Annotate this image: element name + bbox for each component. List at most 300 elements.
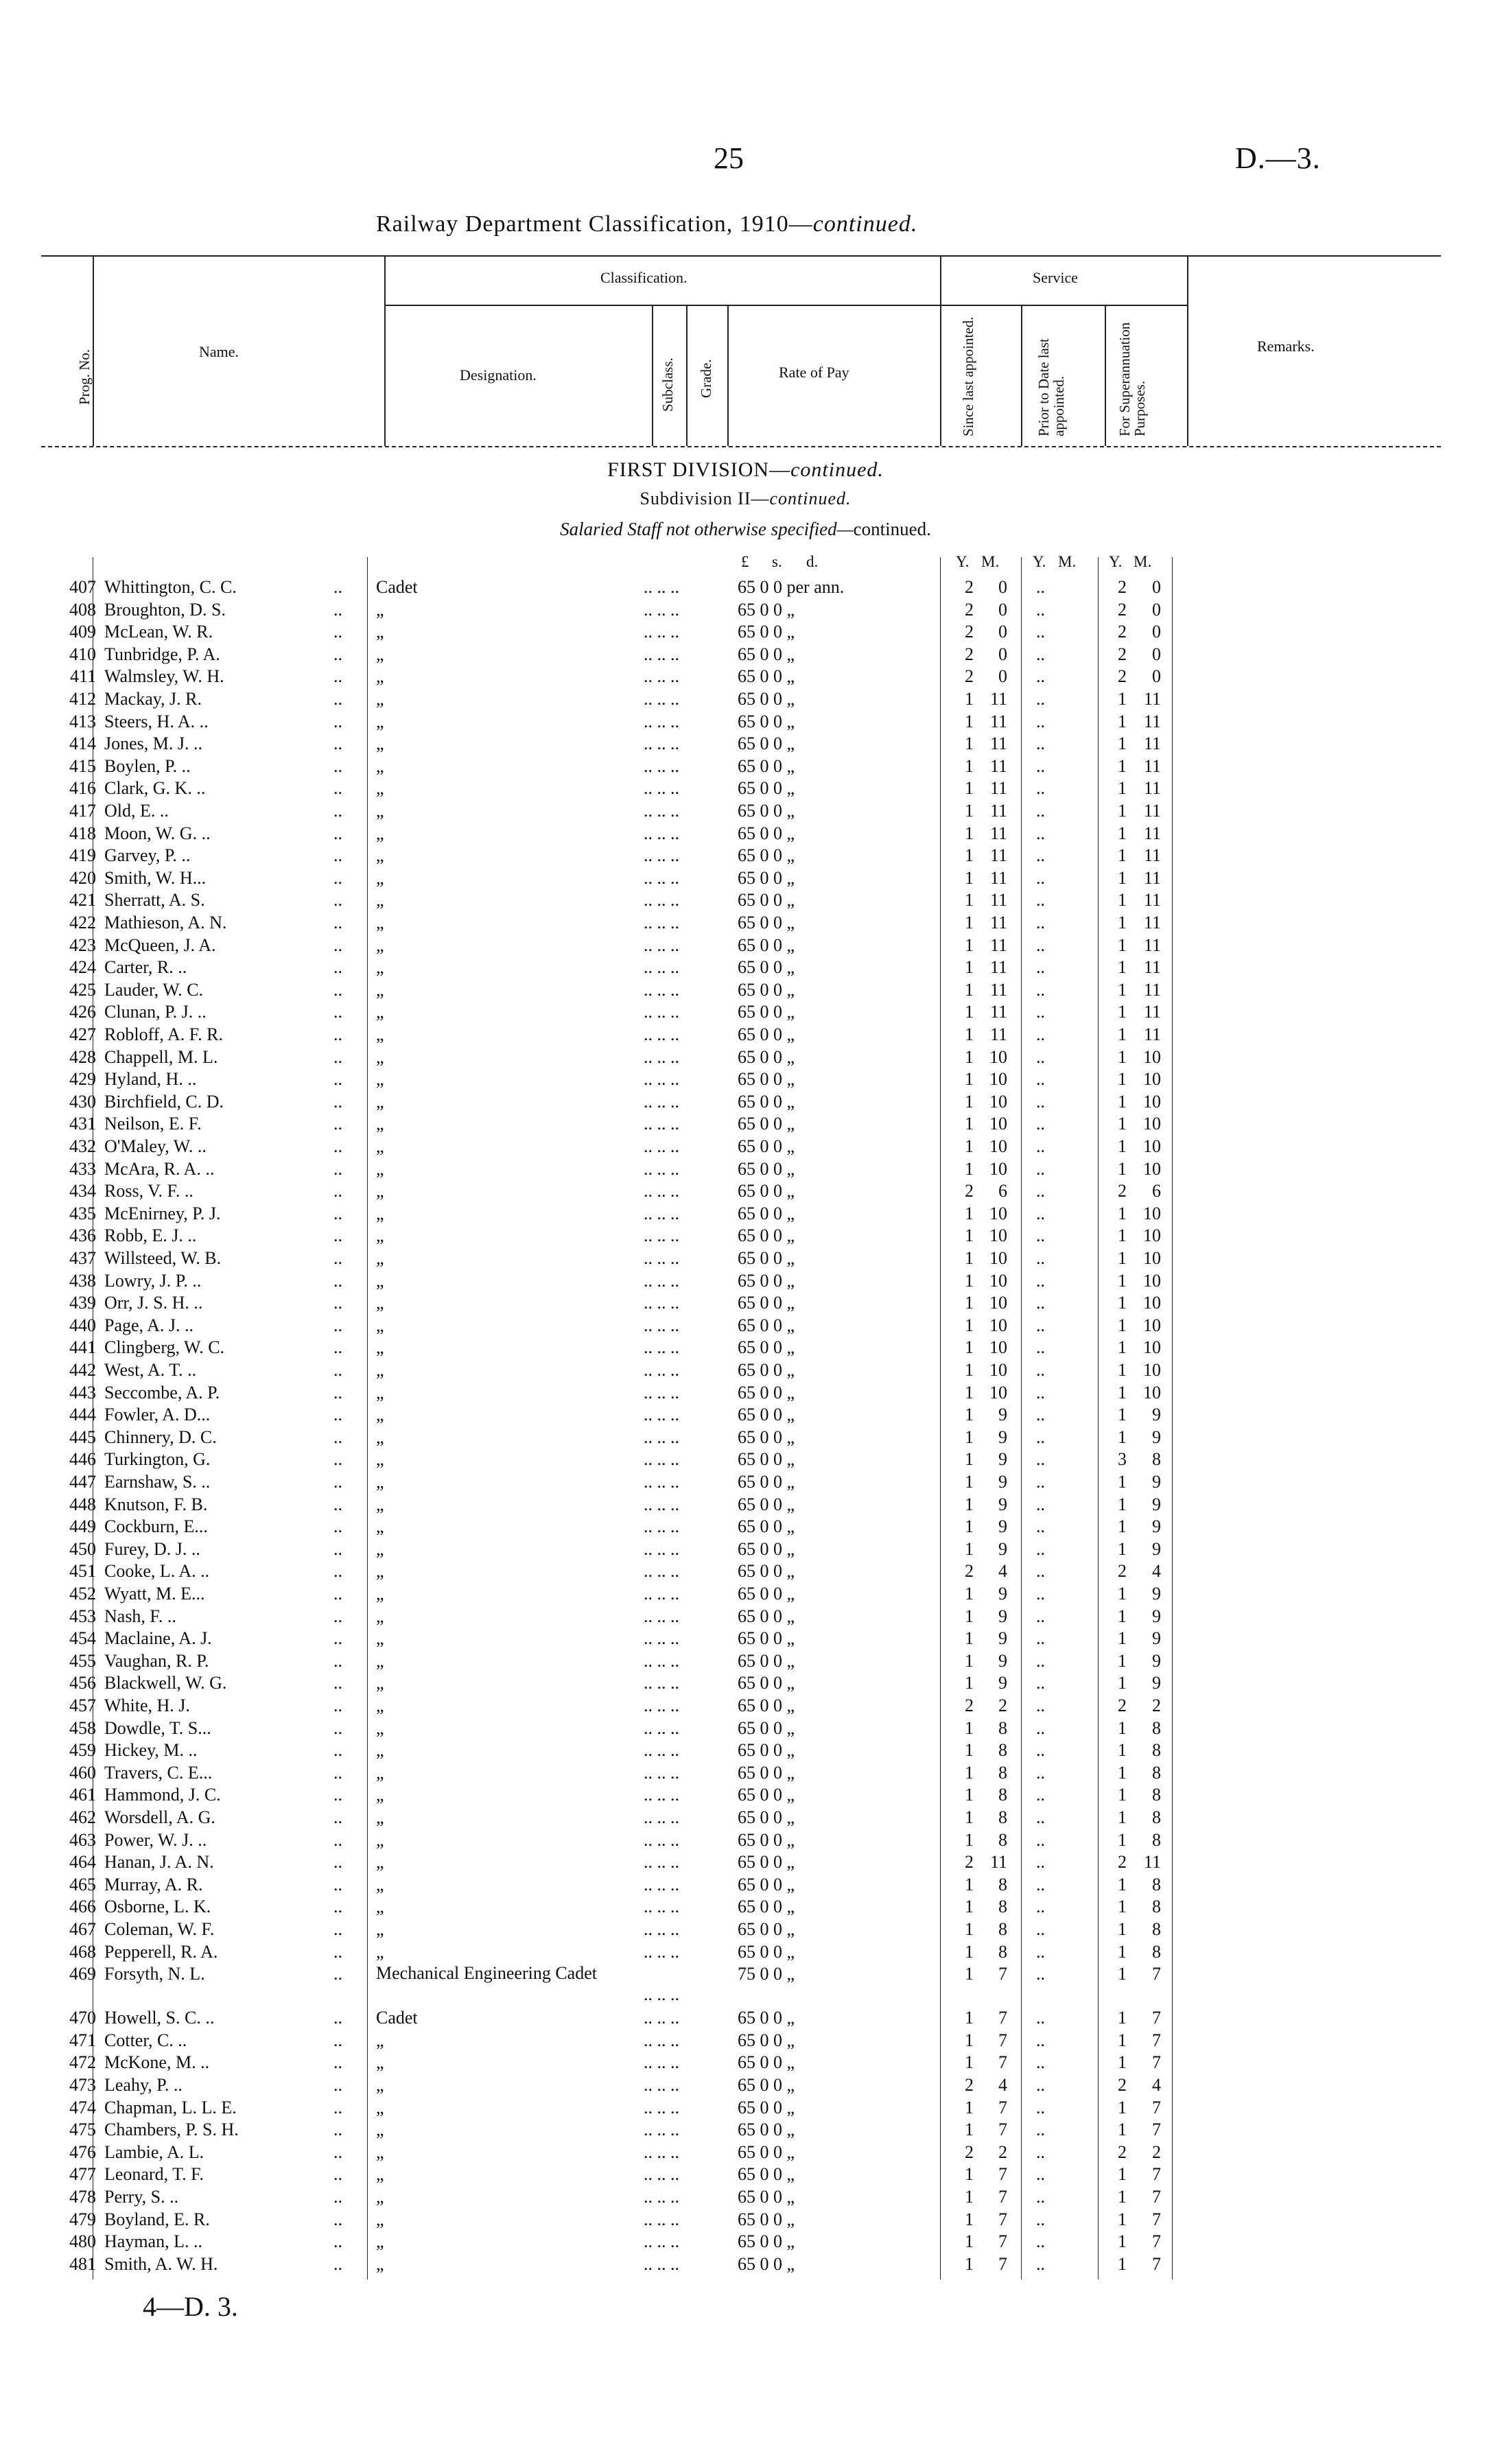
super-months: 0 xyxy=(1152,622,1161,642)
table-row xyxy=(0,1225,1491,1247)
leader-dots: .. .. .. xyxy=(644,2253,679,2274)
staff-name: Turkington, G. xyxy=(104,1449,211,1470)
designation: „ xyxy=(376,2253,384,2274)
super-years: 1 xyxy=(1118,845,1127,866)
staff-name: Sherratt, A. S. xyxy=(104,890,205,911)
leader-dots: .. xyxy=(333,2142,342,2162)
table-row xyxy=(0,1068,1491,1090)
since-months: 10 xyxy=(989,1203,1007,1223)
since-years: 1 xyxy=(965,2120,974,2140)
since-months: 4 xyxy=(998,1561,1007,1582)
since-years: 1 xyxy=(965,1538,974,1559)
staff-name: Moon, W. G. .. xyxy=(104,823,211,843)
prog-number: 466 xyxy=(69,1897,96,1917)
since-months: 10 xyxy=(989,1114,1007,1134)
rate-of-pay: 65 0 0 „ xyxy=(738,711,795,731)
designation: „ xyxy=(376,2052,384,2073)
designation: „ xyxy=(376,1181,384,1201)
super-years: 1 xyxy=(1118,689,1127,709)
designation: „ xyxy=(376,1002,384,1022)
designation: „ xyxy=(376,666,384,687)
footer-signature: 4—D. 3. xyxy=(143,2291,238,2322)
super-years: 1 xyxy=(1118,1717,1127,1738)
leader-dots: .. xyxy=(333,2097,342,2117)
since-months: 11 xyxy=(989,734,1007,754)
designation: „ xyxy=(376,979,384,1000)
leader-dots: .. .. .. xyxy=(644,867,679,888)
since-months: 10 xyxy=(989,1136,1007,1156)
table-row xyxy=(0,1270,1491,1292)
prog-number: 432 xyxy=(69,1136,96,1156)
leader-dots: .. .. .. xyxy=(644,1941,679,1962)
rate-of-pay: 65 0 0 per ann. xyxy=(738,577,845,597)
designation: „ xyxy=(376,1673,384,1693)
super-years: 1 xyxy=(1118,2097,1127,2117)
prior-date-placeholder: .. xyxy=(1036,2209,1045,2229)
leader-dots: .. xyxy=(333,979,342,1000)
staff-name: Vaughan, R. P. xyxy=(104,1650,209,1671)
leader-dots: .. xyxy=(333,689,342,709)
since-years: 1 xyxy=(965,1382,974,1403)
super-months: 9 xyxy=(1152,1494,1161,1514)
designation: „ xyxy=(376,1762,384,1783)
leader-dots: .. xyxy=(333,2030,342,2050)
super-years: 2 xyxy=(1118,1561,1127,1582)
super-months: 10 xyxy=(1143,1382,1161,1403)
since-years: 1 xyxy=(965,1740,974,1761)
super-months: 11 xyxy=(1143,755,1161,776)
designation: „ xyxy=(376,2209,384,2229)
super-years: 1 xyxy=(1118,1584,1127,1604)
super-years: 1 xyxy=(1118,1337,1127,1358)
designation: „ xyxy=(376,1516,384,1537)
prog-number: 430 xyxy=(69,1091,96,1112)
col-subclass-header: Subclass. xyxy=(659,357,676,412)
super-years: 2 xyxy=(1118,622,1127,642)
since-months: 11 xyxy=(989,957,1007,978)
leader-dots: .. .. .. xyxy=(644,2075,679,2095)
leader-dots: .. .. .. xyxy=(644,711,679,731)
since-months: 7 xyxy=(998,2120,1007,2140)
table-row xyxy=(0,1739,1491,1761)
since-months: 10 xyxy=(989,1158,1007,1179)
leader-dots: .. .. .. xyxy=(644,1136,679,1156)
rate-of-pay: 65 0 0 „ xyxy=(738,1538,795,1559)
rate-of-pay: 65 0 0 „ xyxy=(738,1270,795,1291)
since-years: 1 xyxy=(965,1941,974,1962)
since-months: 8 xyxy=(998,1740,1007,1761)
leader-dots: .. xyxy=(333,666,342,687)
since-months: 9 xyxy=(998,1427,1007,1447)
super-months: 10 xyxy=(1143,1158,1161,1179)
prog-number: 414 xyxy=(69,734,96,754)
super-months: 11 xyxy=(1143,711,1161,731)
super-years: 1 xyxy=(1118,734,1127,754)
super-years: 1 xyxy=(1118,801,1127,821)
leader-dots: .. .. .. xyxy=(644,1405,679,1425)
prior-date-placeholder: .. xyxy=(1036,1785,1045,1805)
prior-date-placeholder: .. xyxy=(1036,913,1045,932)
table-row xyxy=(0,2074,1491,2096)
super-months: 9 xyxy=(1152,1650,1161,1671)
designation: „ xyxy=(376,1561,384,1582)
prior-date-placeholder: .. xyxy=(1036,1405,1045,1425)
super-months: 8 xyxy=(1152,1941,1161,1962)
leader-dots: .. .. .. xyxy=(644,1315,679,1335)
since-years: 1 xyxy=(965,1494,974,1514)
staff-name: Forsyth, N. L. xyxy=(104,1964,205,1984)
designation: „ xyxy=(376,1538,384,1559)
super-years: 1 xyxy=(1118,1897,1127,1917)
prog-number: 425 xyxy=(69,979,96,1000)
leader-dots: .. .. .. xyxy=(644,2231,679,2252)
staff-name: Chapman, L. L. E. xyxy=(104,2097,237,2117)
prog-number: 469 xyxy=(69,1964,96,1984)
super-months: 0 xyxy=(1152,644,1161,664)
unit-shillings: s. xyxy=(772,553,782,570)
staff-name: Steers, H. A. .. xyxy=(104,711,209,731)
leader-dots: .. .. .. xyxy=(644,890,679,911)
leader-dots: .. .. .. xyxy=(644,1046,679,1067)
leader-dots: .. .. .. xyxy=(644,1002,679,1022)
prog-number: 441 xyxy=(69,1337,96,1358)
super-years: 1 xyxy=(1118,2253,1127,2274)
prog-number: 481 xyxy=(69,2253,96,2274)
leader-dots: .. xyxy=(333,823,342,843)
prog-number: 410 xyxy=(69,644,96,664)
subclass-col-rule xyxy=(652,305,653,446)
table-row xyxy=(0,1672,1491,1694)
leader-dots: .. xyxy=(333,1807,342,1827)
division-label: FIRST DIVISION— xyxy=(607,458,791,481)
since-years: 1 xyxy=(965,1360,974,1380)
super-months: 8 xyxy=(1152,1717,1161,1738)
rate-of-pay: 65 0 0 „ xyxy=(738,1449,795,1470)
leader-dots: .. .. .. xyxy=(644,1158,679,1179)
since-months: 10 xyxy=(989,1293,1007,1313)
table-row xyxy=(0,1538,1491,1560)
designation: „ xyxy=(376,823,384,843)
prog-number: 415 xyxy=(69,755,96,776)
table-row xyxy=(0,845,1491,867)
super-months: 2 xyxy=(1152,1696,1161,1715)
prog-number: 455 xyxy=(69,1650,96,1671)
staff-name: Robloff, A. F. R. xyxy=(104,1024,223,1044)
header-bottom-rule xyxy=(41,446,1441,447)
since-years: 1 xyxy=(965,1248,974,1268)
staff-name: Whittington, C. C. xyxy=(104,577,237,597)
rate-of-pay: 65 0 0 „ xyxy=(738,1494,795,1514)
rate-of-pay: 65 0 0 „ xyxy=(738,1762,795,1783)
rate-of-pay: 65 0 0 „ xyxy=(738,1136,795,1156)
table-row xyxy=(0,2007,1491,2029)
prog-number: 407 xyxy=(69,577,96,597)
leader-dots: .. xyxy=(333,957,342,978)
super-months: 11 xyxy=(1143,823,1161,843)
super-years: 1 xyxy=(1118,1829,1127,1850)
super-years: 1 xyxy=(1118,778,1127,799)
table-row xyxy=(0,1247,1491,1269)
staff-name: McLean, W. R. xyxy=(104,622,213,642)
since-months: 9 xyxy=(998,1606,1007,1626)
leader-dots: .. .. .. xyxy=(644,1897,679,1917)
leader-dots: .. xyxy=(333,2209,342,2229)
prior-date-placeholder: .. xyxy=(1036,867,1045,888)
leader-dots: .. .. .. xyxy=(644,1248,679,1268)
leader-dots: .. xyxy=(333,1762,342,1783)
table-row xyxy=(0,1717,1491,1739)
table-row xyxy=(0,823,1491,845)
super-years: 1 xyxy=(1118,935,1127,955)
table-row xyxy=(0,1628,1491,1650)
since-years: 1 xyxy=(965,1158,974,1179)
since-months: 10 xyxy=(989,1315,1007,1335)
super-years: 1 xyxy=(1118,890,1127,911)
since-years: 1 xyxy=(965,1136,974,1156)
leader-dots: .. .. .. xyxy=(644,1181,679,1201)
staff-name: Cooke, L. A. .. xyxy=(104,1561,210,1582)
table-row xyxy=(0,1359,1491,1381)
since-months: 10 xyxy=(989,1337,1007,1358)
staff-name: McQueen, J. A. xyxy=(104,935,216,955)
prior-date-placeholder: .. xyxy=(1036,1427,1045,1447)
leader-dots: .. .. .. xyxy=(644,755,679,776)
designation: „ xyxy=(376,867,384,888)
leader-dots: .. .. .. xyxy=(644,2209,679,2229)
prior-date-placeholder: .. xyxy=(1036,1382,1045,1403)
since-months: 7 xyxy=(998,2008,1007,2028)
rate-of-pay: 65 0 0 „ xyxy=(738,1293,795,1313)
staff-name: Howell, S. C. .. xyxy=(104,2008,215,2028)
designation: „ xyxy=(376,622,384,642)
prog-number: 429 xyxy=(69,1069,96,1090)
designation: „ xyxy=(376,957,384,978)
super-months: 9 xyxy=(1152,1538,1161,1559)
since-months: 0 xyxy=(998,577,1007,597)
rate-of-pay: 65 0 0 „ xyxy=(738,755,795,776)
designation: „ xyxy=(376,2097,384,2117)
since-years: 1 xyxy=(965,2097,974,2117)
prog-number: 442 xyxy=(69,1360,96,1380)
leader-dots: .. .. .. xyxy=(644,1091,679,1112)
staff-name: Hayman, L. .. xyxy=(104,2231,202,2252)
super-months: 8 xyxy=(1152,1919,1161,1939)
super-months: 8 xyxy=(1152,1785,1161,1805)
designation: „ xyxy=(376,1717,384,1738)
leader-dots: .. xyxy=(333,1538,342,1559)
super-months: 7 xyxy=(1152,2097,1161,2117)
designation: „ xyxy=(376,1696,384,1715)
grade-col-rule xyxy=(686,305,688,446)
rate-of-pay: 65 0 0 „ xyxy=(738,801,795,821)
designation: „ xyxy=(376,1584,384,1604)
super-months: 4 xyxy=(1152,2075,1161,2095)
super-months: 7 xyxy=(1152,2253,1161,2274)
leader-dots: .. xyxy=(333,711,342,731)
prior-date-placeholder: .. xyxy=(1036,890,1045,911)
leader-dots: .. .. .. xyxy=(644,845,679,866)
rate-of-pay: 65 0 0 „ xyxy=(738,1829,795,1850)
leader-dots: .. xyxy=(333,644,342,664)
table-row xyxy=(0,1919,1491,1940)
super-months: 9 xyxy=(1152,1516,1161,1537)
table-row xyxy=(0,1404,1491,1426)
staff-name: Blackwell, W. G. xyxy=(104,1673,227,1693)
prior-date-placeholder: .. xyxy=(1036,1516,1045,1537)
super-months: 11 xyxy=(1143,778,1161,799)
leader-dots: .. .. .. xyxy=(644,1494,679,1514)
super-years: 2 xyxy=(1118,1181,1127,1201)
since-years: 1 xyxy=(965,2008,974,2028)
prior-col-rule xyxy=(1021,305,1022,446)
super-years: 1 xyxy=(1118,1248,1127,1268)
super-months: 0 xyxy=(1152,666,1161,687)
super-months: 11 xyxy=(1143,801,1161,821)
table-row xyxy=(0,1292,1491,1314)
table-row xyxy=(0,2052,1491,2074)
table-row xyxy=(0,777,1491,799)
prog-number: 468 xyxy=(69,1941,96,1962)
designation: „ xyxy=(376,711,384,731)
staff-name: Hyland, H. .. xyxy=(104,1069,197,1090)
leader-dots: .. xyxy=(333,1270,342,1291)
col-service-header: Service xyxy=(1033,269,1078,286)
table-row xyxy=(0,957,1491,978)
designation: „ xyxy=(376,1069,384,1090)
since-months: 11 xyxy=(989,1024,1007,1044)
super-months: 9 xyxy=(1152,1405,1161,1425)
designation: „ xyxy=(376,1293,384,1313)
since-months: 10 xyxy=(989,1360,1007,1380)
staff-name: Chinnery, D. C. xyxy=(104,1427,217,1447)
page-title xyxy=(376,211,917,237)
super-years: 1 xyxy=(1118,1270,1127,1291)
since-months: 11 xyxy=(989,913,1007,932)
super-years: 2 xyxy=(1118,1852,1127,1873)
staff-name: Page, A. J. .. xyxy=(104,1315,193,1335)
super-years: 1 xyxy=(1118,2052,1127,2073)
since-months: 7 xyxy=(998,1964,1007,1984)
since-months: 8 xyxy=(998,1874,1007,1894)
leader-dots: .. xyxy=(333,1494,342,1514)
since-months: 9 xyxy=(998,1584,1007,1604)
rate-of-pay: 65 0 0 „ xyxy=(738,1472,795,1492)
leader-dots: .. xyxy=(333,2164,342,2185)
leader-dots: .. xyxy=(333,867,342,888)
since-years: 1 xyxy=(965,1516,974,1537)
since-months: 7 xyxy=(998,2253,1007,2274)
super-months: 10 xyxy=(1143,1315,1161,1335)
super-months: 11 xyxy=(1143,890,1161,911)
designation: Cadet xyxy=(376,577,418,597)
staff-name: Tunbridge, P. A. xyxy=(104,644,220,664)
designation: „ xyxy=(376,2164,384,2185)
since-years: 1 xyxy=(965,1584,974,1604)
rate-of-pay: 65 0 0 „ xyxy=(738,599,795,620)
since-months: 11 xyxy=(989,1852,1007,1873)
rate-of-pay: 65 0 0 „ xyxy=(738,1628,795,1649)
staff-name: Smith, A. W. H. xyxy=(104,2253,218,2274)
since-months: 4 xyxy=(998,2075,1007,2095)
designation: „ xyxy=(376,755,384,776)
super-years: 1 xyxy=(1118,1002,1127,1022)
rate-of-pay: 65 0 0 „ xyxy=(738,2120,795,2140)
since-months: 9 xyxy=(998,1449,1007,1470)
super-months: 11 xyxy=(1143,1002,1161,1022)
designation: „ xyxy=(376,1807,384,1827)
since-years: 1 xyxy=(965,2052,974,2073)
leader-dots: .. xyxy=(333,2075,342,2095)
header-top-rule xyxy=(41,255,1441,257)
rate-of-pay: 65 0 0 „ xyxy=(738,2075,795,2095)
staff-name: Mackay, J. R. xyxy=(104,689,202,709)
super-months: 10 xyxy=(1143,1091,1161,1112)
super-months: 9 xyxy=(1152,1472,1161,1492)
rate-of-pay: 65 0 0 „ xyxy=(738,2231,795,2252)
prog-number: 416 xyxy=(69,778,96,799)
prog-number: 457 xyxy=(69,1696,96,1715)
rate-of-pay: 65 0 0 „ xyxy=(738,1785,795,1805)
rate-of-pay: 65 0 0 „ xyxy=(738,1941,795,1962)
staff-name: Robb, E. J. .. xyxy=(104,1225,197,1246)
super-years: 1 xyxy=(1118,1225,1127,1246)
prog-number: 445 xyxy=(69,1427,96,1447)
rate-of-pay: 65 0 0 „ xyxy=(738,1717,795,1738)
leader-dots: .. xyxy=(333,1472,342,1492)
leader-dots: .. .. .. xyxy=(644,2187,679,2207)
since-years: 1 xyxy=(965,1829,974,1850)
since-months: 0 xyxy=(998,644,1007,664)
leader-dots: .. .. .. xyxy=(644,1360,679,1380)
staff-name: Clark, G. K. .. xyxy=(104,778,206,799)
leader-dots: .. xyxy=(333,1964,342,1984)
super-years: 2 xyxy=(1118,577,1127,597)
designation: „ xyxy=(376,1225,384,1246)
super-months: 9 xyxy=(1152,1673,1161,1693)
since-months: 9 xyxy=(998,1538,1007,1559)
leader-dots: .. xyxy=(333,1785,342,1805)
prior-date-placeholder: .. xyxy=(1036,2187,1045,2207)
staff-name: Nash, F. .. xyxy=(104,1606,176,1626)
since-years: 1 xyxy=(965,734,974,754)
leader-dots: .. .. .. xyxy=(644,1449,679,1470)
leader-dots: .. .. .. xyxy=(644,1852,679,1873)
super-months: 10 xyxy=(1143,1337,1161,1358)
super-months: 11 xyxy=(1143,913,1161,932)
since-months: 8 xyxy=(998,1717,1007,1738)
col-designation-header: Designation. xyxy=(460,366,537,384)
table-row xyxy=(0,2119,1491,2141)
leader-dots: .. .. .. xyxy=(644,1427,679,1447)
super-years: 1 xyxy=(1118,1472,1127,1492)
rate-of-pay: 65 0 0 „ xyxy=(738,1315,795,1335)
prior-date-placeholder: .. xyxy=(1036,1964,1045,1984)
prog-number: 448 xyxy=(69,1494,96,1514)
leader-dots: .. xyxy=(333,1584,342,1604)
prog-number: 431 xyxy=(69,1114,96,1134)
col-classification-header: Classification. xyxy=(600,269,688,286)
since-months: 9 xyxy=(998,1405,1007,1425)
designation: „ xyxy=(376,1606,384,1626)
super-months: 7 xyxy=(1152,2008,1161,2028)
since-months: 11 xyxy=(989,711,1007,731)
since-years: 1 xyxy=(965,979,974,1000)
prior-date-placeholder: .. xyxy=(1036,2030,1045,2050)
since-months: 11 xyxy=(989,867,1007,888)
document-reference: D.—3. xyxy=(1235,141,1321,175)
designation: „ xyxy=(376,1650,384,1671)
prog-number: 477 xyxy=(69,2164,96,2185)
